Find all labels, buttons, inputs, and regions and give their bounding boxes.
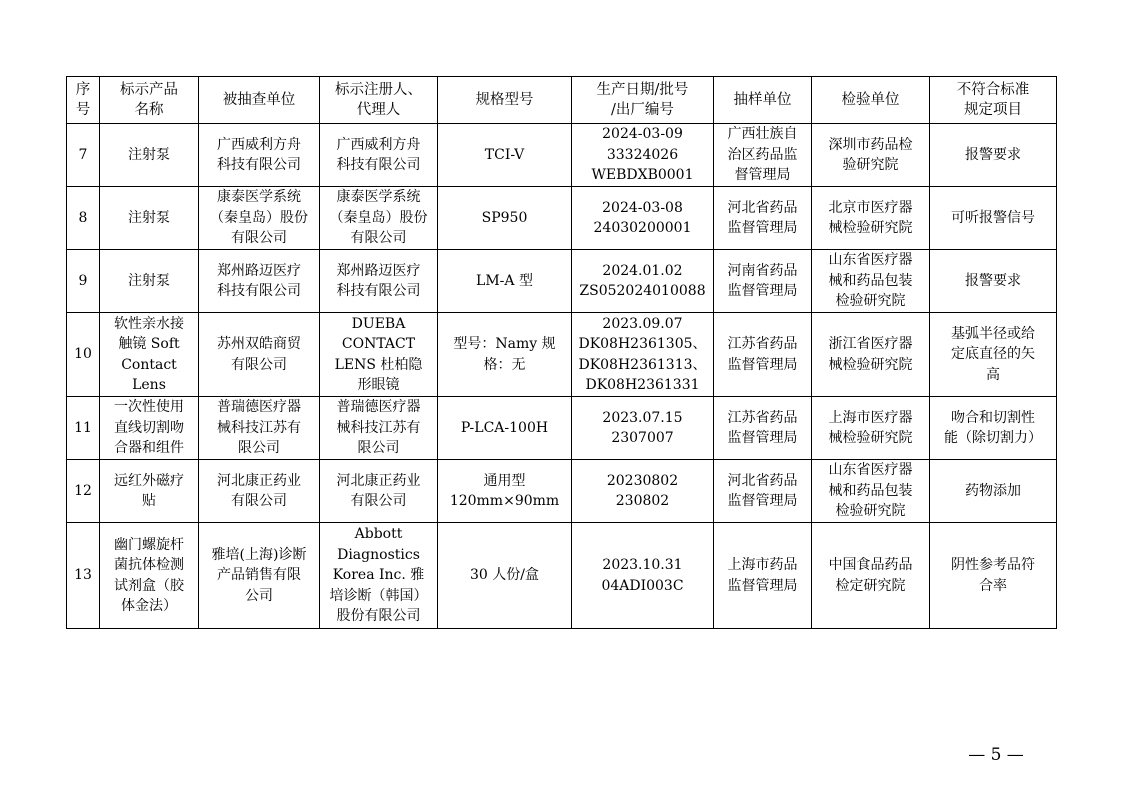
cell-nonconforming-items bbox=[930, 523, 1057, 629]
table-row bbox=[67, 523, 1057, 629]
cell-text-line: 2023.10.31 bbox=[602, 557, 683, 573]
cell-text-line: 规格型号 bbox=[475, 92, 534, 108]
cell-text-line: 12 bbox=[74, 482, 92, 499]
cell-text-line: 上海市医疗器 bbox=[828, 409, 913, 426]
cell-testing-unit bbox=[812, 397, 930, 460]
cell-production-date-batch bbox=[572, 397, 714, 460]
cell-text-line: 监督管理局 bbox=[727, 577, 798, 594]
cell-sampling-unit bbox=[714, 397, 812, 460]
cell-text-line: 械和药品包装 bbox=[828, 272, 913, 289]
cell-text-line: DUEBA bbox=[351, 315, 406, 332]
cell-inspected-unit bbox=[199, 460, 320, 523]
cell-sampling-unit bbox=[714, 460, 812, 523]
cell-text-line: P-LCA-100H bbox=[460, 419, 549, 436]
cell-text-line: Abbott bbox=[354, 526, 403, 543]
cell-product-name bbox=[100, 187, 199, 250]
cell-text-line: 培诊断（韩国） bbox=[329, 587, 428, 604]
cell-text-line: 2023.07.15 bbox=[602, 409, 683, 426]
cell-serial-number bbox=[67, 124, 100, 187]
header-inspected-unit bbox=[199, 77, 320, 124]
cell-text-line: 2024-03-09 bbox=[602, 126, 683, 143]
cell-product-name bbox=[100, 250, 199, 313]
cell-text-line: 24030200001 bbox=[593, 220, 692, 236]
cell-text-line: 有限公司 bbox=[231, 493, 287, 509]
cell-specification-model bbox=[438, 523, 572, 629]
cell-production-date-batch bbox=[572, 523, 714, 629]
cell-production-date-batch bbox=[572, 187, 714, 250]
cell-text-line: 抽样单位 bbox=[733, 92, 792, 108]
cell-text-line: CONTACT bbox=[341, 336, 416, 352]
cell-text-line: 检验研究院 bbox=[835, 293, 906, 310]
cell-text-line: 有限公司 bbox=[350, 230, 407, 247]
cell-text-line: Diagnostics bbox=[337, 546, 420, 563]
cell-text-line: 监督管理局 bbox=[727, 220, 798, 236]
cell-text-line: 验研究院 bbox=[842, 157, 899, 173]
cell-text-line: TCI-V bbox=[484, 146, 525, 163]
cell-text-line: 督管理局 bbox=[734, 167, 791, 184]
header-serial-number bbox=[67, 77, 100, 124]
cell-text-line: 械科技江苏有 bbox=[336, 419, 421, 436]
cell-text-line: LM-A 型 bbox=[476, 272, 533, 289]
cell-production-date-batch bbox=[572, 460, 714, 523]
cell-text-line: 13 bbox=[74, 567, 92, 584]
cell-text-line: 直线切割吻 bbox=[114, 419, 184, 436]
cell-testing-unit bbox=[812, 313, 930, 397]
cell-text-line: 械检验研究院 bbox=[828, 356, 913, 373]
cell-text-line: 序 bbox=[75, 82, 91, 98]
cell-text-line: 检验单位 bbox=[841, 92, 900, 108]
cell-text-line: 注射泵 bbox=[128, 209, 170, 226]
cell-text-line: 监督管理局 bbox=[727, 283, 798, 299]
cell-text-line: 江苏省药品 bbox=[727, 336, 798, 352]
cell-text-line: 代理人 bbox=[356, 102, 401, 118]
header-nonconforming-items bbox=[930, 77, 1057, 124]
cell-text-line: 名称 bbox=[134, 102, 164, 118]
cell-text-line: 广西威利方舟 bbox=[336, 136, 421, 153]
table-body bbox=[67, 124, 1057, 629]
cell-text-line: WEBDXB0001 bbox=[591, 167, 694, 184]
cell-inspected-unit bbox=[199, 313, 320, 397]
cell-text-line: 20230802 bbox=[606, 472, 679, 489]
cell-text-line: 科技有限公司 bbox=[336, 157, 421, 173]
cell-text-line: 治区药品监 bbox=[727, 146, 798, 163]
cell-text-line: 科技有限公司 bbox=[336, 283, 421, 299]
cell-text-line: 河北康正药业 bbox=[336, 472, 421, 489]
cell-serial-number bbox=[67, 313, 100, 397]
cell-text-line: 被抽查单位 bbox=[222, 92, 296, 108]
cell-product-name bbox=[100, 313, 199, 397]
cell-sampling-unit bbox=[714, 523, 812, 629]
cell-text-line: 能（除切割力） bbox=[944, 430, 1042, 446]
cell-text-line: /出厂编号 bbox=[611, 102, 674, 118]
cell-specification-model bbox=[438, 313, 572, 397]
cell-nonconforming-items bbox=[930, 187, 1057, 250]
cell-text-line: 械科技江苏有 bbox=[217, 419, 301, 436]
cell-text-line: 合器和组件 bbox=[114, 440, 184, 457]
header-production-date-batch bbox=[572, 77, 714, 124]
cell-inspected-unit bbox=[199, 397, 320, 460]
cell-text-line: 注射泵 bbox=[128, 272, 170, 289]
cell-nonconforming-items bbox=[930, 124, 1057, 187]
header-sampling-unit bbox=[714, 77, 812, 124]
cell-text-line: 标示注册人、 bbox=[335, 82, 422, 98]
cell-production-date-batch bbox=[572, 313, 714, 397]
cell-text-line: 230802 bbox=[615, 493, 670, 509]
cell-sampling-unit bbox=[714, 124, 812, 187]
cell-text-line: 基弧半径或给 bbox=[951, 325, 1035, 342]
cell-specification-model bbox=[438, 460, 572, 523]
cell-text-line: 软性亲水接 bbox=[114, 315, 184, 332]
cell-sampling-unit bbox=[714, 187, 812, 250]
cell-text-line: 上海市药品 bbox=[727, 557, 798, 573]
cell-text-line: 河北康正药业 bbox=[217, 472, 301, 489]
cell-text-line: 9 bbox=[78, 272, 88, 289]
cell-text-line: 股份有限公司 bbox=[336, 608, 421, 625]
cell-text-line: 形眼镜 bbox=[357, 377, 400, 393]
cell-testing-unit bbox=[812, 523, 930, 629]
cell-text-line: （秦皇岛）股份 bbox=[329, 209, 428, 226]
cell-text-line: 监督管理局 bbox=[727, 493, 798, 509]
cell-text-line: 江苏省药品 bbox=[727, 409, 798, 426]
cell-text-line: 2307007 bbox=[611, 430, 674, 446]
table-row bbox=[67, 313, 1057, 397]
cell-text-line: 通用型 bbox=[483, 472, 526, 489]
cell-text-line: 限公司 bbox=[238, 440, 280, 457]
cell-text-line: 检验研究院 bbox=[835, 503, 906, 520]
cell-text-line: 吻合和切割性 bbox=[951, 409, 1035, 426]
cell-text-line: 北京市医疗器 bbox=[828, 199, 913, 216]
header-product-name bbox=[100, 77, 199, 124]
cell-text-line: 河北省药品 bbox=[727, 472, 798, 489]
table-row bbox=[67, 397, 1057, 460]
cell-text-line: 检定研究院 bbox=[835, 577, 906, 594]
cell-text-line: 不符合标准 bbox=[956, 82, 1030, 98]
cell-text-line: 33324026 bbox=[606, 146, 679, 163]
cell-text-line: 山东省医疗器 bbox=[828, 462, 913, 479]
cell-text-line: 格：无 bbox=[483, 356, 526, 373]
cell-text-line: 有限公司 bbox=[231, 356, 287, 373]
cell-text-line: 产品销售有限 bbox=[217, 567, 301, 584]
cell-serial-number bbox=[67, 187, 100, 250]
cell-inspected-unit bbox=[199, 250, 320, 313]
cell-text-line: 高 bbox=[986, 366, 1000, 383]
cell-text-line: LENS 杜柏隐 bbox=[334, 356, 423, 373]
cell-text-line: 有限公司 bbox=[231, 230, 287, 247]
cell-text-line: 公司 bbox=[245, 587, 273, 604]
header-testing-unit bbox=[812, 77, 930, 124]
cell-text-line: 120mm×90mm bbox=[449, 493, 560, 509]
cell-production-date-batch bbox=[572, 250, 714, 313]
cell-text-line: 监督管理局 bbox=[727, 356, 798, 373]
cell-inspected-unit bbox=[199, 124, 320, 187]
cell-text-line: 械和药品包装 bbox=[828, 482, 913, 499]
cell-text-line: 深圳市药品检 bbox=[828, 136, 913, 153]
inspection-results-table bbox=[66, 76, 1057, 629]
cell-product-name bbox=[100, 460, 199, 523]
cell-text-line: 标示产品 bbox=[120, 82, 178, 98]
cell-product-name bbox=[100, 397, 199, 460]
cell-registrant-agent bbox=[320, 313, 438, 397]
cell-specification-model bbox=[438, 187, 572, 250]
cell-registrant-agent bbox=[320, 187, 438, 250]
cell-text-line: 广西壮族自 bbox=[727, 126, 798, 143]
header-registrant-agent bbox=[320, 77, 438, 124]
cell-text-line: 10 bbox=[74, 346, 92, 363]
cell-text-line: 菌抗体检测 bbox=[114, 557, 184, 573]
cell-registrant-agent bbox=[320, 523, 438, 629]
cell-text-line: 可听报警信号 bbox=[951, 209, 1035, 226]
cell-text-line: 苏州双皓商贸 bbox=[217, 336, 301, 352]
cell-text-line: DK08H2361305、 bbox=[578, 336, 707, 352]
cell-nonconforming-items bbox=[930, 250, 1057, 313]
cell-testing-unit bbox=[812, 187, 930, 250]
table-row bbox=[67, 460, 1057, 523]
cell-text-line: 规定项目 bbox=[964, 102, 1022, 118]
cell-specification-model bbox=[438, 250, 572, 313]
cell-text-line: 号 bbox=[75, 102, 91, 118]
cell-text-line: 04ADI003C bbox=[601, 577, 684, 594]
cell-text-line: 定底直径的矢 bbox=[951, 346, 1035, 363]
cell-text-line: 浙江省医疗器 bbox=[828, 336, 913, 352]
cell-text-line: 注射泵 bbox=[128, 146, 170, 163]
cell-text-line: 生产日期/批号 bbox=[596, 82, 689, 98]
cell-testing-unit bbox=[812, 124, 930, 187]
cell-text-line: 30 人份/盒 bbox=[470, 567, 539, 584]
cell-text-line: （秦皇岛）股份 bbox=[210, 209, 308, 226]
cell-text-line: 郑州路迈医疗 bbox=[336, 262, 421, 279]
cell-text-line: 限公司 bbox=[357, 440, 400, 457]
cell-registrant-agent bbox=[320, 397, 438, 460]
cell-text-line: 山东省医疗器 bbox=[828, 252, 913, 269]
cell-text-line: 远红外磁疗 bbox=[114, 472, 184, 489]
cell-text-line: 8 bbox=[78, 209, 88, 226]
header-row bbox=[67, 77, 1057, 124]
cell-text-line: 监督管理局 bbox=[727, 430, 798, 446]
cell-text-line: ZS052024010088 bbox=[579, 283, 706, 299]
cell-registrant-agent bbox=[320, 460, 438, 523]
table-header bbox=[67, 77, 1057, 124]
cell-nonconforming-items bbox=[930, 313, 1057, 397]
cell-text-line: 7 bbox=[78, 146, 88, 163]
cell-text-line: 河北省药品 bbox=[727, 199, 798, 216]
table-row bbox=[67, 124, 1057, 187]
cell-testing-unit bbox=[812, 250, 930, 313]
cell-text-line: 郑州路迈医疗 bbox=[217, 262, 301, 279]
cell-text-line: Contact bbox=[121, 356, 177, 373]
cell-serial-number bbox=[67, 523, 100, 629]
cell-serial-number bbox=[67, 250, 100, 313]
cell-text-line: 触镜 Soft bbox=[118, 336, 180, 352]
cell-text-line: 幽门螺旋杆 bbox=[114, 536, 184, 553]
cell-registrant-agent bbox=[320, 124, 438, 187]
cell-text-line: DK08H2361331 bbox=[585, 377, 700, 393]
cell-product-name bbox=[100, 124, 199, 187]
cell-text-line: 贴 bbox=[142, 493, 156, 509]
cell-text-line: 11 bbox=[74, 419, 92, 436]
cell-text-line: Korea Inc. 雅 bbox=[332, 567, 425, 584]
cell-text-line: DK08H2361313、 bbox=[578, 356, 707, 373]
cell-serial-number bbox=[67, 397, 100, 460]
cell-nonconforming-items bbox=[930, 397, 1057, 460]
cell-text-line: 械检验研究院 bbox=[828, 220, 913, 236]
cell-text-line: 药物添加 bbox=[965, 482, 1021, 499]
cell-text-line: Lens bbox=[132, 377, 166, 393]
cell-text-line: 型号：Namy 规 bbox=[453, 336, 556, 352]
page-number: — 5 — bbox=[968, 745, 1024, 765]
cell-text-line: 康泰医学系统 bbox=[217, 189, 301, 206]
cell-text-line: 一次性使用 bbox=[114, 399, 184, 416]
cell-text-line: 试剂盒（胶 bbox=[114, 577, 184, 594]
cell-text-line: 康泰医学系统 bbox=[336, 189, 421, 206]
cell-text-line: 械检验研究院 bbox=[828, 430, 913, 446]
cell-text-line: 报警要求 bbox=[965, 272, 1021, 289]
cell-text-line: 阴性参考品符 bbox=[951, 557, 1035, 573]
cell-text-line: 有限公司 bbox=[350, 493, 407, 509]
cell-text-line: 科技有限公司 bbox=[217, 283, 301, 299]
cell-text-line: 科技有限公司 bbox=[217, 157, 301, 173]
cell-text-line: 河南省药品 bbox=[727, 262, 798, 279]
cell-text-line: 合率 bbox=[979, 577, 1007, 594]
cell-sampling-unit bbox=[714, 313, 812, 397]
cell-serial-number bbox=[67, 460, 100, 523]
cell-text-line: 广西威利方舟 bbox=[217, 136, 301, 153]
header-specification-model bbox=[438, 77, 572, 124]
cell-text-line: 2024.01.02 bbox=[602, 262, 683, 279]
table-row bbox=[67, 250, 1057, 313]
cell-inspected-unit bbox=[199, 187, 320, 250]
cell-text-line: 中国食品药品 bbox=[828, 557, 913, 573]
cell-registrant-agent bbox=[320, 250, 438, 313]
cell-testing-unit bbox=[812, 460, 930, 523]
cell-sampling-unit bbox=[714, 250, 812, 313]
cell-text-line: 普瑞德医疗器 bbox=[336, 399, 421, 416]
cell-text-line: 体金法） bbox=[121, 598, 177, 614]
cell-product-name bbox=[100, 523, 199, 629]
cell-text-line: 报警要求 bbox=[965, 146, 1021, 163]
cell-production-date-batch bbox=[572, 124, 714, 187]
cell-text-line: 2023.09.07 bbox=[602, 315, 683, 332]
cell-text-line: 雅培(上海)诊断 bbox=[211, 546, 307, 563]
cell-inspected-unit bbox=[199, 523, 320, 629]
cell-specification-model bbox=[438, 124, 572, 187]
cell-text-line: 2024-03-08 bbox=[602, 199, 683, 216]
cell-text-line: SP950 bbox=[481, 209, 528, 226]
cell-nonconforming-items bbox=[930, 460, 1057, 523]
cell-text-line: 普瑞德医疗器 bbox=[217, 399, 301, 416]
table-row bbox=[67, 187, 1057, 250]
cell-specification-model bbox=[438, 397, 572, 460]
